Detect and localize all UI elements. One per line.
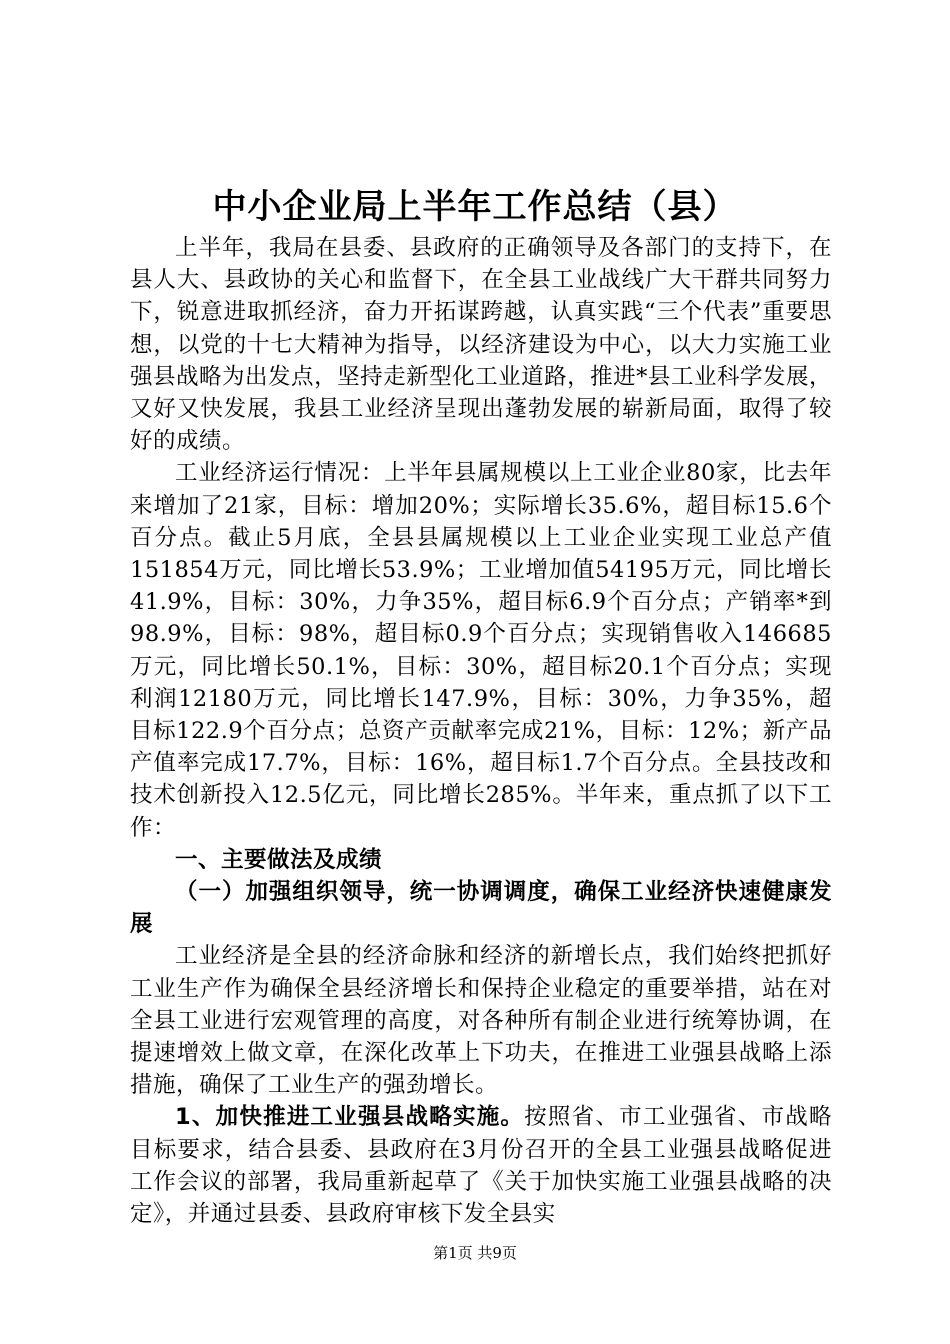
subsection-heading-organization: （一）加强组织领导，统一协调调度，确保工业经济快速健康发展: [130, 879, 832, 938]
paragraph-rest-text: 按照省、市工业强省、市战略目标要求，结合县委、县政府在3月份召开的全县工业强县战略促进工作会议的部署，我局重新起草了《关于加快实施工业强县战略的决定》，并通过县委、县政府审核下发全县实: [130, 1104, 832, 1228]
section-heading-main-measures: 一、主要做法及成绩: [175, 846, 383, 873]
paragraph-economic-performance: 工业经济运行情况：上半年县属规模以上工业企业80家，比去年来增加了21家，目标：增加20%；实际增长35.6%，超目标15.6个百分点。截止5月底，全县县属规模以上工业企业实现工业总产值151854万元，同比增长53.9%；工业增加值54195万元，同比增长41.9%，目标：30%，力争35%，超目标6.9个百分点；产销率*到98.9%，目标：98%，超目标0.9个百分点；实现销售收入146685万元，同比增长50.1%，目标：30%，超目标20.1个百分点；实现利润12180万元，同比增长147.9%，目标：30%，力争35%，超目标122.9个百分点；总资产贡献率完成21%，目标：12%；新产品产值率完成17.7%，目标：16%，超目标1.7个百分点。全县技改和技术创新投入12.5亿元，同比增长285%。半年来，重点抓了以下工作：: [130, 460, 832, 841]
paragraph-intro: 上半年，我局在县委、县政府的正确领导及各部门的支持下，在县人大、县政协的关心和监督下，在全县工业战线广大干群共同努力下，锐意进取抓经济，奋力开拓谋跨越，认真实践“三个代表”重要思想，以党的十七大精神为指导，以经济建设为中心，以大力实施工业强县战略为出发点，坚持走新型化工业道路，推进*县工业科学发展，又好又快发展，我县工业经济呈现出蓬勃发展的崭新局面，取得了较好的成绩。: [130, 235, 832, 455]
document-title: 中小企业局上半年工作总结（县）: [212, 187, 738, 227]
paragraph-industrial-economy: 工业经济是全县的经济命脉和经济的新增长点，我们始终把抓好工业生产作为确保全县经济增长和保持企业稳定的重要举措，站在对全县工业进行宏观管理的高度，对各种所有制企业进行统筹协调，在提速增效上做文章，在深化改革上下功夫，在推进工业强县战略上添措施，确保了工业生产的强劲增长。: [130, 943, 832, 1099]
page-number-footer: 第1页 共9页: [433, 1244, 517, 1262]
paragraph-strategy-implementation: [130, 1101, 832, 1230]
paragraph-lead-text: 1、加快推进工业强县战略实施。: [175, 1104, 525, 1131]
document-body: [130, 232, 832, 1230]
